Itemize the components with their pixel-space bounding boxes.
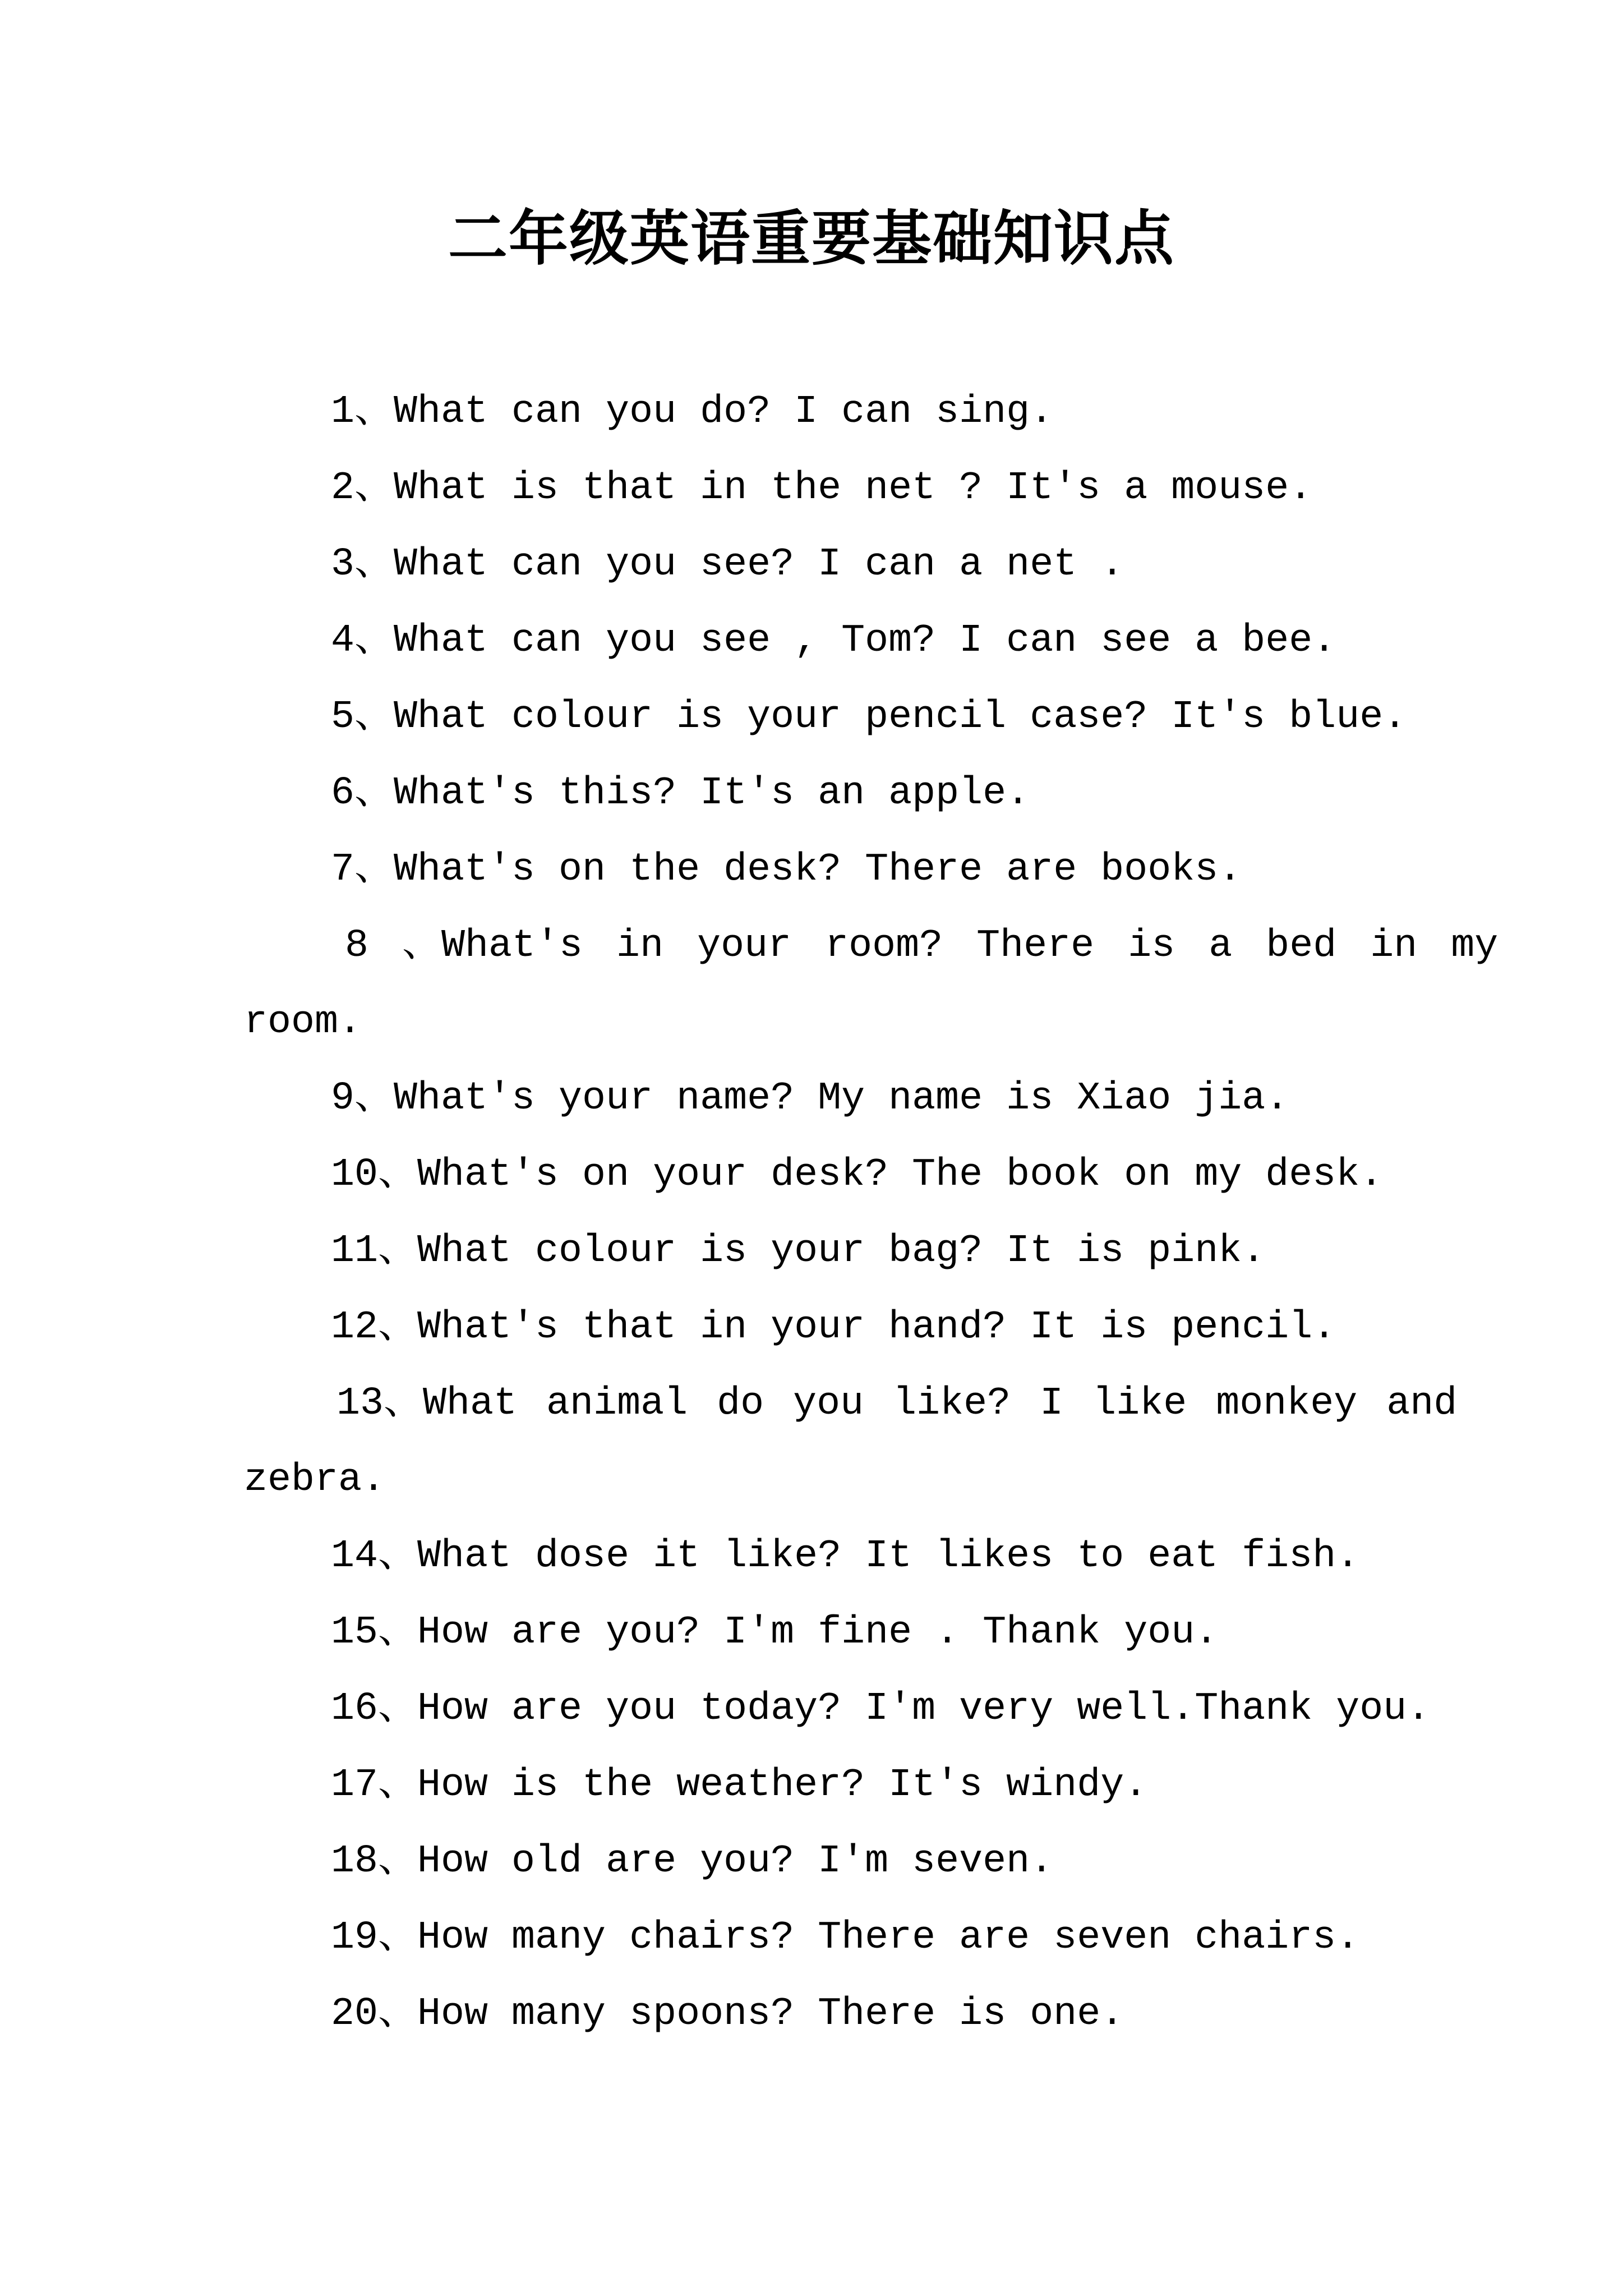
qa-item-3: 3、What can you see? I can a net .: [331, 542, 1124, 587]
qa-item-15: 15、How are you? I'm fine . Thank you.: [331, 1611, 1219, 1655]
page-title: 二年级英语重要基础知识点: [448, 203, 1175, 273]
qa-item-19: 19、How many chairs? There are seven chairs.: [331, 1916, 1360, 1960]
qa-item-8-continued: room.: [244, 1000, 362, 1045]
qa-item-13-continued: zebra.: [244, 1458, 386, 1502]
qa-item-18: 18、How old are you? I'm seven.: [331, 1839, 1054, 1884]
qa-item-17: 17、How is the weather? It's windy.: [331, 1763, 1148, 1807]
qa-item-14: 14、What dose it like? It likes to eat fish.: [331, 1534, 1360, 1579]
qa-item-16: 16、How are you today? I'm very well.Thank you.: [331, 1687, 1431, 1731]
qa-item-2: 2、What is that in the net ? It's a mouse.: [331, 466, 1313, 510]
qa-item-1: 1、What can you do? I can sing.: [331, 390, 1054, 434]
qa-item-13: 13、What animal do you like? I like monkey and: [336, 1382, 1458, 1426]
qa-item-7: 7、What's on the desk? There are books.: [331, 848, 1242, 892]
qa-item-20: 20、How many spoons? There is one.: [331, 1992, 1124, 2036]
qa-item-10: 10、What's on your desk? The book on my desk.: [331, 1153, 1384, 1197]
qa-item-6: 6、What's this? It's an apple.: [331, 771, 1030, 816]
qa-item-8: 8 、What's in your room? There is a bed in my: [345, 924, 1498, 968]
qa-item-9: 9、What's your name? My name is Xiao jia.: [331, 1076, 1289, 1121]
qa-item-4: 4、What can you see , Tom? I can see a bee.: [331, 619, 1336, 663]
qa-item-5: 5、What colour is your pencil case? It's blue.: [331, 695, 1407, 739]
qa-item-11: 11、What colour is your bag? It is pink.: [331, 1229, 1266, 1273]
qa-item-12: 12、What's that in your hand? It is pencil.: [331, 1305, 1336, 1350]
